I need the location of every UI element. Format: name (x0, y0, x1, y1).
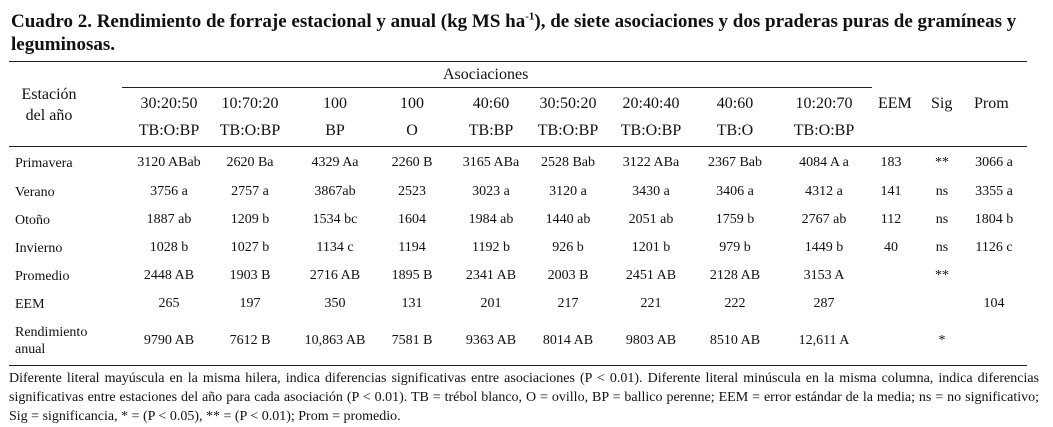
prom-cell: 1804 b (974, 212, 1014, 227)
table-cell: 2528 Bab (540, 155, 596, 170)
eem-cell: 183 (880, 155, 902, 170)
table-cell: 2523 (398, 184, 426, 199)
column-ratio: 40:60 (716, 95, 754, 112)
table-cell: 1534 bc (312, 212, 358, 227)
table-caption (11, 10, 1043, 56)
table-cell: 2003 B (547, 268, 589, 283)
table-cell: 1887 ab (146, 212, 192, 227)
table-cell: 3120 ABab (137, 155, 201, 170)
table-cell: 2757 a (231, 184, 269, 199)
table-cell: 350 (324, 296, 346, 311)
table-cell: 3406 a (716, 184, 754, 199)
table-cell: 2716 AB (309, 268, 361, 283)
table-cell: 287 (813, 296, 835, 311)
table-cell: 2128 AB (709, 268, 761, 283)
table-cell: 3430 a (632, 184, 670, 199)
table-cell: 2367 Bab (707, 155, 763, 170)
table-cell: 7581 B (391, 333, 433, 348)
table-cell: 1449 b (804, 240, 844, 255)
row-label: Verano (15, 185, 55, 200)
table-cell: 3756 a (150, 184, 188, 199)
table-cell: 3023 a (472, 184, 510, 199)
row-label: EEM (15, 297, 45, 312)
header-bottom-rule (9, 146, 1027, 147)
header-prom: Prom (974, 95, 1009, 112)
caption-text: Cuadro 2. Rendimiento de forraje estacional y anual (kg MS ha (11, 11, 526, 32)
column-type: TB:O (716, 122, 754, 139)
table-cell: 2341 AB (465, 268, 517, 283)
table-cell: 222 (724, 296, 746, 311)
table-cell: 12,611 A (798, 333, 850, 348)
column-ratio: 30:20:50 (140, 95, 198, 112)
sig-cell: ns (935, 240, 949, 255)
table-cell: 10,863 AB (304, 333, 366, 348)
table-cell: 9803 AB (625, 333, 677, 348)
row-label: Rendimiento anual (15, 325, 88, 357)
table-cell: 2260 B (391, 155, 433, 170)
table-cell: 1028 b (149, 240, 189, 255)
sig-cell: ** (935, 268, 949, 283)
eem-cell: 40 (884, 240, 898, 255)
table-cell: 3120 a (549, 184, 587, 199)
table-cell: 1209 b (230, 212, 270, 227)
table-cell: 1903 B (229, 268, 271, 283)
row-label: Otoño (15, 213, 50, 228)
row-label: Primavera (15, 156, 73, 171)
table-cell: 979 b (719, 240, 751, 255)
column-ratio: 100 (400, 95, 424, 112)
table-cell: 217 (557, 296, 579, 311)
table-cell: 1984 ab (468, 212, 514, 227)
table-cell: 1194 (398, 240, 426, 255)
table-cell: 2620 Ba (226, 155, 274, 170)
prom-cell: 3066 a (975, 155, 1013, 170)
header-asociaciones: Asociaciones (443, 66, 529, 83)
table-cell: 1440 ab (545, 212, 591, 227)
column-type: TB:O:BP (620, 122, 682, 139)
caption-superscript: -1 (525, 10, 535, 23)
column-ratio: 20:40:40 (622, 95, 680, 112)
table-cell: 2051 ab (628, 212, 674, 227)
table-cell: 3867ab (314, 184, 356, 199)
row-label: Invierno (15, 241, 63, 256)
sig-cell: ns (935, 212, 949, 227)
column-ratio: 30:50:20 (539, 95, 597, 112)
table-cell: 8510 AB (709, 333, 761, 348)
sig-cell: * (938, 333, 946, 348)
column-type: O (406, 122, 418, 139)
caption-text-rest: ), de siete asociaciones y dos praderas puras de gramíneas y leguminosas. (11, 11, 1017, 55)
column-ratio: 40:60 (472, 95, 510, 112)
column-type: TB:O:BP (138, 122, 200, 139)
column-type: TB:O:BP (537, 122, 599, 139)
table-cell: 131 (401, 296, 423, 311)
eem-cell: 112 (880, 212, 902, 227)
table-cell: 1134 c (316, 240, 354, 255)
table-cell: 201 (480, 296, 502, 311)
table-cell: 265 (158, 296, 180, 311)
table-cell: 4084 A a (799, 155, 849, 170)
table-cell: 3122 ABa (622, 155, 680, 170)
table-cell: 1759 b (715, 212, 755, 227)
sig-cell: ns (935, 184, 949, 199)
table-cell: 1027 b (230, 240, 270, 255)
header-sig: Sig (931, 95, 953, 112)
table-cell: 1604 (398, 212, 426, 227)
table-cell: 9363 AB (465, 333, 517, 348)
prom-cell: 104 (983, 296, 1005, 311)
table-cell: 3165 ABa (462, 155, 520, 170)
column-type: TB:O:BP (219, 122, 281, 139)
table-cell: 926 b (552, 240, 584, 255)
prom-cell: 3355 a (975, 184, 1013, 199)
table-cell: 4312 a (805, 184, 843, 199)
sig-cell: ** (935, 155, 949, 170)
column-ratio: 10:20:70 (795, 95, 853, 112)
table-cell: 9790 AB (143, 333, 195, 348)
table-cell: 2767 ab (801, 212, 847, 227)
footnote: Diferente literal mayúscula en la misma hilera, indica diferencias significativas entre asociaciones (P < 0.01). Diferente literal minúscula en la misma columna, indica diferencias significativas entre estaciones del año para cada asociación (P < 0.01). TB = trébol blanco, O = ovillo, BP = ballico perenne; EEM = error estándar de la media; ns = no significativo; Sig = significancia, * = (P < 0.05), ** = (P < 0.01); Prom = promedio. (9, 371, 1039, 424)
table-cell: 1192 b (472, 240, 510, 255)
column-type: BP (325, 122, 345, 139)
table-cell: 4329 Aa (311, 155, 359, 170)
asociaciones-rule (122, 87, 872, 88)
table-cell: 7612 B (229, 333, 271, 348)
table-cell: 197 (239, 296, 261, 311)
column-ratio: 100 (323, 95, 347, 112)
column-type: TB:O:BP (793, 122, 855, 139)
table-cell: 2451 AB (625, 268, 677, 283)
top-rule (9, 61, 1027, 62)
header-estacion: Estación del año (21, 86, 77, 124)
column-ratio: 10:70:20 (221, 95, 279, 112)
table-cell: 2448 AB (143, 268, 195, 283)
table-cell: 8014 AB (542, 333, 594, 348)
eem-cell: 141 (880, 184, 902, 199)
table-cell: 1201 b (631, 240, 671, 255)
table-bottom-rule (9, 365, 1027, 366)
column-type: TB:BP (468, 122, 514, 139)
table-cell: 3153 A (803, 268, 845, 283)
prom-cell: 1126 c (975, 240, 1013, 255)
table-cell: 221 (640, 296, 662, 311)
table-cell: 1895 B (391, 268, 433, 283)
row-label: Promedio (15, 269, 70, 284)
header-eem: EEM (878, 95, 912, 112)
